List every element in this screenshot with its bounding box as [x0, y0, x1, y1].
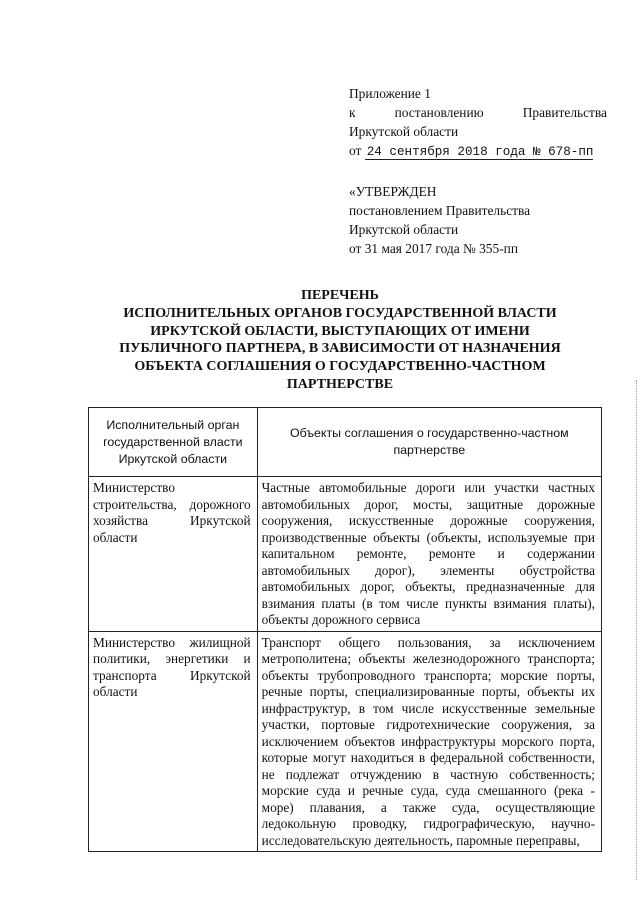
- approved-block: [349, 182, 607, 258]
- title-line-4: ПУБЛИЧНОГО ПАРТНЕРА, В ЗАВИСИМОСТИ ОТ НАЗНАЧЕНИЯ: [119, 341, 561, 357]
- appendix-title: Приложение 1: [349, 86, 431, 101]
- agencies-table: [88, 407, 602, 852]
- organ-cell: Министерство жилищной политики, энергетики и транспорта Иркутской области: [89, 631, 258, 852]
- objects-cell: Частные автомобильные дороги или участки частных автомобильных дорог, мосты, защитные дорожные сооружения, искусственные дорожные сооружения, производственные объекты (объекты, используемые при капитальном ремонте, ремонте и содержании автомобильных дорог), элементы обустройства автомобильных дорог, объекты, предназначенные для взимания платы (в том числе пункты взимания платы), объекты дорожного сервиса: [257, 477, 601, 632]
- title-line-5: ОБЪЕКТА СОГЛАШЕНИЯ О ГОСУДАРСТВЕННО-ЧАСТНОМ: [134, 359, 546, 375]
- approved-date: от 31 мая 2017 года № 355-пп: [349, 241, 518, 256]
- objects-cell: Транспорт общего пользования, за исключением метрополитена; объекты железнодорожного транспорта; объекты трубопроводного транспорта; морские порты, речные порты, специализированные порты, объекты их инфраструктур, в том числе искусственные земельные участки, портовые гидротехнические сооружения, за исключением объектов инфраструктуры морского порта, которые могут находиться в федеральной собственности, не подлежат отчуждению в частную собственность; морские суда и речные суда, суда смешанного (река - море) плавания, а также суда, осуществляющие ледокольную проводку, гидрографическую, научно-исследовательскую деятельность, паромные переправы,: [257, 631, 601, 852]
- scan-edge-mark: [636, 380, 640, 880]
- table-row: [89, 631, 602, 852]
- document-title: [60, 287, 620, 394]
- title-line-6: ПАРТНЕРСТВЕ: [286, 376, 394, 392]
- title-line-3: ИРКУТСКОЙ ОБЛАСТИ, ВЫСТУПАЮЩИХ ОТ ИМЕНИ: [150, 323, 530, 339]
- approved-heading: «УТВЕРЖДЕН: [349, 184, 437, 199]
- appendix-block: [349, 84, 607, 162]
- appendix-date-value: 24 сентября 2018 года № 678-пп: [366, 145, 594, 159]
- table-row: [89, 477, 602, 632]
- header-objects: Объекты соглашения о государственно-частном партнерстве: [257, 408, 601, 477]
- approved-region: Иркутской области: [349, 222, 459, 237]
- header-organ: Исполнительный орган государственной власти Иркутской области: [89, 408, 258, 477]
- title-line-1: ПЕРЕЧЕНЬ: [301, 288, 379, 303]
- appendix-resolution-ref: к постановлению Правительства: [349, 105, 607, 120]
- organ-cell: Министерство строительства, дорожного хозяйства Иркутской области: [89, 477, 258, 632]
- table-header-row: [89, 408, 602, 477]
- approved-by: постановлением Правительства: [349, 203, 531, 218]
- appendix-region: Иркутской области: [349, 124, 459, 139]
- title-line-2: ИСПОЛНИТЕЛЬНЫХ ОРГАНОВ ГОСУДАРСТВЕННОЙ ВЛАСТИ: [123, 305, 557, 321]
- appendix-date-prefix: от: [349, 143, 362, 158]
- appendix-date-line: [349, 141, 607, 162]
